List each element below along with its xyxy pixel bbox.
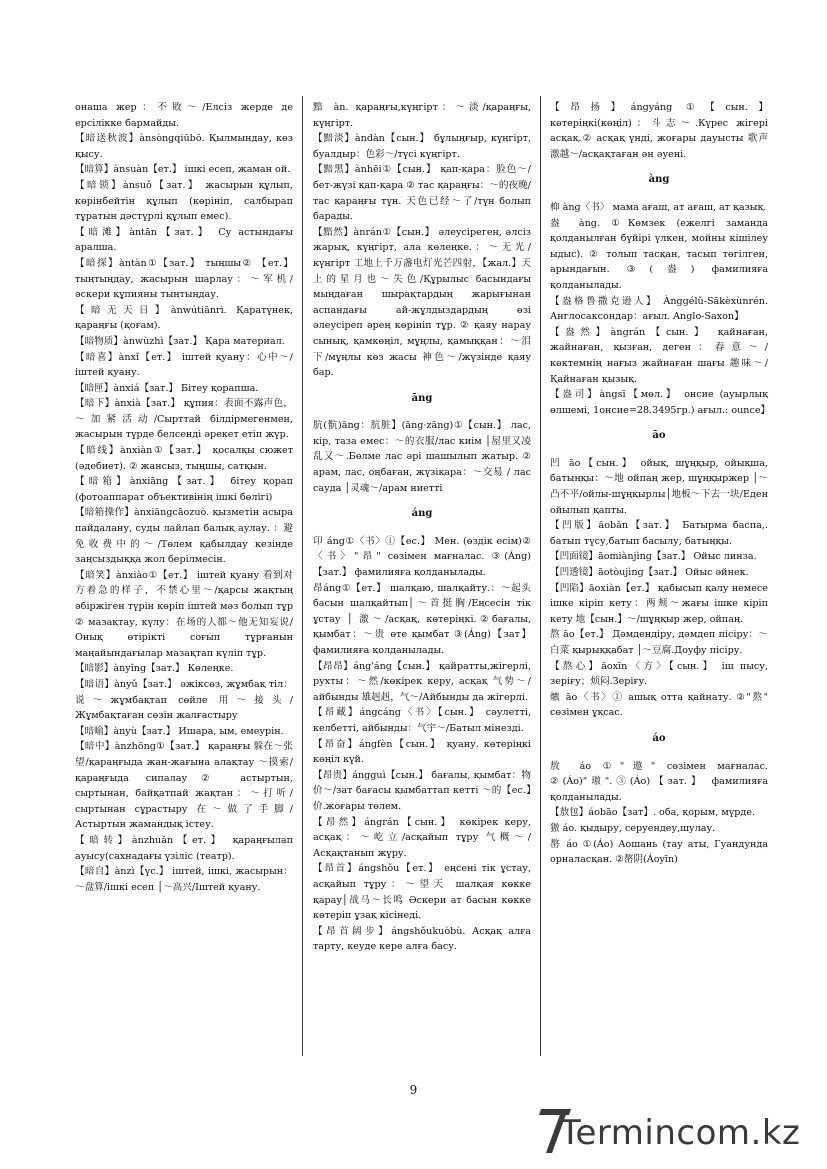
dictionary-entry: 【昂奋】ángfèn【сын.】 қуану. көтеріңкі көңіл күй. bbox=[313, 738, 531, 766]
dictionary-entry: 【暗匣】ànxiá【зат.】 Бітеу қорапша. bbox=[75, 382, 259, 394]
dictionary-entry: 【暗送秋波】ànsòngqiūbō. Қылмындау, көз қысу. bbox=[75, 133, 293, 160]
dictionary-entry: 黯 àn. қараңғы,күңгірт：～淡/қараңғы, күңгірт. bbox=[313, 102, 531, 129]
dictionary-entry: 【黯然】ànrán①【сын.】 әлеусіреген, әлсіз жарық, күңгірт, ала көлеңке.：～无光/күңгірт 工地上千万盏电灯光芒四射，【жал.】天上的星月也～失色/Құрылыс басындағы мыңдаған шырақтардың жарығынан аспандағы ай-жұлдыздардың өзі әлеусіреп әрең көрініп тұр. ② қаяу нарау сынық, қамкөңіл, мұңлы, қамыққан：～泪下/мұңлы көз жасы 神色～/жүзінде қаяу бар. bbox=[313, 226, 531, 379]
dictionary-entry: 【暗无天日】ànwútiānrì. Қаратүнек, қараңғы (қоғам). bbox=[75, 304, 293, 332]
section-heading: āng bbox=[411, 392, 433, 404]
dictionary-entry: 【暗箱】ànxiāng【зат.】 бітеу қорап (фотоаппарат объективінің ішкі бөлігі) bbox=[75, 476, 293, 503]
dictionary-entry: 【暗笑】ànxiào①【ет.】 іштей қуану 看到对方着急的样子，不禁心里～/қарсы жақтың әбіржіген түрін көріп іштей мәз болып тұр ② мазақтау, күлу：在场的人都～他无知妄说/Онық өтірікті соғып тұрғанын маңайындағылар мазақтап күліп тұр. bbox=[75, 569, 293, 659]
dictionary-entry: 【暗语】ànyǔ【зат.】 әжіксөз, жұмбақ тіл：说～жұмбақтап сөйле 用～接头/Жұмбақтаған сөзін жалғастыру bbox=[75, 678, 293, 722]
dictionary-entry: 【暗喜】ànxǐ【ет.】 іштей қуану：心中～/іштей қуану. bbox=[75, 351, 293, 379]
dictionary-entry: 爊 āo〈书〉① ашық отта қайнату. ②"熬" сөзімен ұқсас. bbox=[550, 691, 768, 719]
dictionary-entry: 【暗自】ànzì【үс.】 іштей, ішкі, жасырын：～盘算/ішкі есеп │～高兴/Іштей қуану. bbox=[75, 866, 293, 893]
dictionary-entry: 【昂昂】áng'áng【сын.】 қайратты,жігерлі, рухты：～然/көкірек керу, асқақ 气势～/айбынды 雄赳赳，气～/Айбынды да жігерлі. bbox=[313, 660, 531, 703]
dictionary-entry: 【黯淡】àndàn【сын.】 бұлыңғыр, күңгірт, буалдыр：色彩～/түсі күңгірт. bbox=[313, 133, 531, 160]
dictionary-entry: 【盎格鲁撒克逊人】 Ànggélǔ-Sākèxùnrén. Англосаксондар：ағыл. Anglo-Saxon】 bbox=[550, 295, 768, 323]
column-divider-1 bbox=[302, 96, 303, 1056]
logo-text: Termincom.kz bbox=[560, 1113, 801, 1153]
dictionary-entry: 【昂然】ángrán【сын.】 көкірек керу, асқақ：～屹立/асқайып тұру 气概～/Асқақтанып жүру. bbox=[313, 816, 531, 859]
dictionary-entry: 【暗影】ànyǐng【зат.】 Көлеңке. bbox=[75, 663, 234, 675]
termincom-logo bbox=[540, 1105, 820, 1161]
dictionary-entry: 【暗箱操作】ànxiāngcāozuò. қызметін асыра пайдалану, суды лайлап балық аулау. ：避免收费中的～/Төлем қабылдау кезінде заңсыздыққа жол берілмесін. bbox=[75, 507, 293, 566]
dictionary-entry: 枊 àng〈书〉 мама ағаш, ат ағаш, ат қазық. bbox=[550, 201, 767, 213]
dictionary-entry: 【昂贵】ángguì【сын.】 бағалы, қымбат：物价～/зат бағасы қымбаттап кетті ～的【ес.】价.жоғары төлем. bbox=[313, 769, 531, 812]
section-heading: àng bbox=[648, 174, 670, 186]
dictionary-entry: 【盎司】àngsī【мөл.】 онсие (ауырлық өлшемі, 1онсие=28.3495гр.) ағыл.: ounce】 bbox=[550, 389, 771, 416]
dictionary-entry: 【昂首】ángshǒu【ет.】 еңсені тік ұстау, асқайып тұру：～望天 шалқая көкке қарау│战马～长鸣 Әскери ат басын көкке көтеріп ұзақ кісінеді. bbox=[313, 863, 531, 922]
section-heading: áo bbox=[652, 732, 666, 744]
dictionary-entry: 【凹版】āobǎn【зат.】 Батырма баспа,. батып түсу,батып басылу, батыңқы. bbox=[550, 520, 768, 547]
dictionary-entry: 【暗滩】àntān【зат.】 Су астындағы аралша. bbox=[75, 226, 293, 254]
dictionary-entry: 【暗转】ànzhuǎn【ет.】 қараңғылап ауысу(сахнадағы үзіліс (театр). bbox=[75, 834, 293, 862]
dictionary-entry: 【凹透镜】āotòujìng【зат.】 Ойыс әйнек. bbox=[550, 567, 749, 579]
dictionary-entry: 【昂藏】ángcáng〈书〉【сын.】 сәулетті, келбетті, айбынды：气宇～/Батыл мінезді. bbox=[313, 707, 531, 734]
column-3 bbox=[550, 100, 771, 868]
dictionary-entry: 獓 áo. қыдыру, серуендеу,шулау. bbox=[550, 822, 716, 834]
dictionary-entry: 凹 āo【сын.】 ойық, шұңқыр, ойықша, батыңқы：～地 ойпаң жер, шұңқыржер │～凸不平/ойлы-шұңқырлы│地板～下去一块/Еден ойылып қапты. bbox=[550, 457, 768, 516]
dictionary-entry: 【暗线】ànxiàn①【зат.】 қосалқы сюжет (әдебиет). ② жансыз, тыңшы, сатқын. bbox=[75, 445, 293, 472]
dictionary-entry: 敖 áo ①"遨" сөзімен мағналас. ②(Áo)"璈".③(Áo)【зат.】 фамилияға қолданылады. bbox=[550, 760, 768, 803]
dictionary-entry: 盎 àng. ①Көмзек (ежелгі заманда қолданылған бүйірі үлкен, мойны кішілеу ыдыс). ② толып тасқан, тасып төгілген, арындағын. ③(盎) фамилияға қолданылады. bbox=[550, 217, 768, 291]
dictionary-entry: 【暗探】àntàn①【зат.】 тыңшы② 【ет.】 тыңтыңдау, жасырын шарлау：～军机/әскери құпияны тыңтыңдау. bbox=[75, 257, 293, 301]
page-number: 9 bbox=[409, 1083, 418, 1097]
dictionary-entry: 【黯黑】ànhēi①【сын.】 қап-қара：脸色～/бет-жүзі қап-қара ② тас қараңғы：～的夜晚/тас қараңғы түн. 天色已经～了/түн болып барады. bbox=[313, 164, 531, 223]
section-heading: āo bbox=[652, 430, 666, 442]
dictionary-entry: 【盎然】àngrán【сын.】 қайнаған, жайнаған, қызған, деген：春意～/көктемнің нағыз жайнаған шағы 趣味～/Қайнаған қызық. bbox=[550, 326, 768, 385]
dictionary-entry: 【凹面镜】āomiànjìng【зат.】 Ойыс линза. bbox=[550, 551, 757, 563]
dictionary-entry: 【熬心】āoxīn〈方〉【сын.】 іш пысу, зеріғу；烦闷.Зеріғу. bbox=[550, 660, 768, 688]
dictionary-entry: 昂áng①【ет.】 шалқаю, шалқайту.：～起头 басын шалқайтып│～首挺胸/Еңсесін тік ұстау │ 激～/асқақ, көтеріңкі.②бағалы, қымбат：～贵 өте қымбат ③(Áng)【зат】 фамилияға қолданылады. bbox=[313, 582, 531, 656]
dictionary-entry: онаша жер：不敗～/Елсіз жерде де ерсілікке бармайды. bbox=[75, 102, 293, 129]
dictionary-entry: 【暗物质】ànwùzhì【зат.】 Қара материал. bbox=[75, 335, 285, 347]
column-1 bbox=[75, 100, 293, 895]
dictionary-entry: 熬 āo【ет.】 Дәмдендіру, дәмдеп пісіру：～白菜 қырыққабат │～豆腐.Доуфу пісіру. bbox=[550, 629, 768, 656]
dictionary-entry: 卬 áng①〈书〉①【ес.】 Мен. (өздік есім)②〈书〉"昂" сөзімен мағналас. ③(Áng)【зат.】 фамилияға қолданылады. bbox=[313, 535, 531, 579]
dictionary-entry: 【暗锁】ànsuǒ【зат.】 жасырын құлып, көрінбейтін құлып (көрініп, салбырап тұратын дәстүрлі құлып емес). bbox=[75, 179, 293, 223]
dictionary-entry: 【昂扬】ángyáng ①【сын.】 көтеріңкі(көңіл)：斗志～.Күрес жігері асқақ.② асқақ үнді, жоғары дауысты 歌声激越～/асқақтаған ән әуені. bbox=[550, 102, 768, 160]
column-divider-2 bbox=[540, 96, 541, 1056]
dictionary-entry: 【暗算】ànsuàn【ет.】 ішкі есеп, жаман ой. bbox=[75, 164, 291, 176]
dictionary-entry: 【敖包】áobāo【зат】. оба, қорым, мүрде. bbox=[550, 807, 756, 819]
section-heading: áng bbox=[411, 508, 433, 520]
dictionary-entry: 【暗喻】ànyù【зат.】 Ишара, ым, емеурін. bbox=[75, 725, 284, 737]
dictionary-entry: 【昂首阔步】ángshǒukuòbù. Асқақ алға тарту, кеуде кере алға басу. bbox=[313, 925, 531, 953]
column-2 bbox=[313, 100, 531, 955]
dictionary-entry: 【暗下】ànxià【зат.】 құпия：表面不露声色，～加紧活动/Сырттай білдірмегенмен, жасырын түрде белсенді әрекет етіп жүр. bbox=[75, 398, 293, 441]
dictionary-entry: 【凹陷】āoxiàn【ет.】 қабысып қалу немесе ішке кіріп кету：两颊～жағы ішке кіріп кету 地【сын.】～/шұңқыр жер, ойпаң. bbox=[550, 582, 768, 625]
dictionary-entry: 【暗中】ànzhōng①【зат.】 қараңғы 躲在～张望/қараңғыда жан-жағына алақтау ～摸索/қараңғыда сипалау② астыртын, сыртынан, байқатпай жақтан：～打听/сыртынан сұрастыру 在～做了手脚/Астыртын жамандық істеу. bbox=[75, 741, 293, 831]
dictionary-entry: 嶅 áo ①(Áo) Аошань (тау аты, Гуандунда орналасқан. ②嶅阴(Áoyīn) bbox=[550, 838, 768, 866]
dictionary-entry: 肮(骯)āng：肮脏】(āng·zāng)①【сын.】 лас, кір, таза емес：～的衣服/лас киім │屋里又凌乱又～.Бөлме лас әрі шашылып жатыр. ② арам, лас, оңбаған, жүзіқара：～交易 / лас сауда │灵魂～/арам ниетті bbox=[313, 420, 531, 494]
